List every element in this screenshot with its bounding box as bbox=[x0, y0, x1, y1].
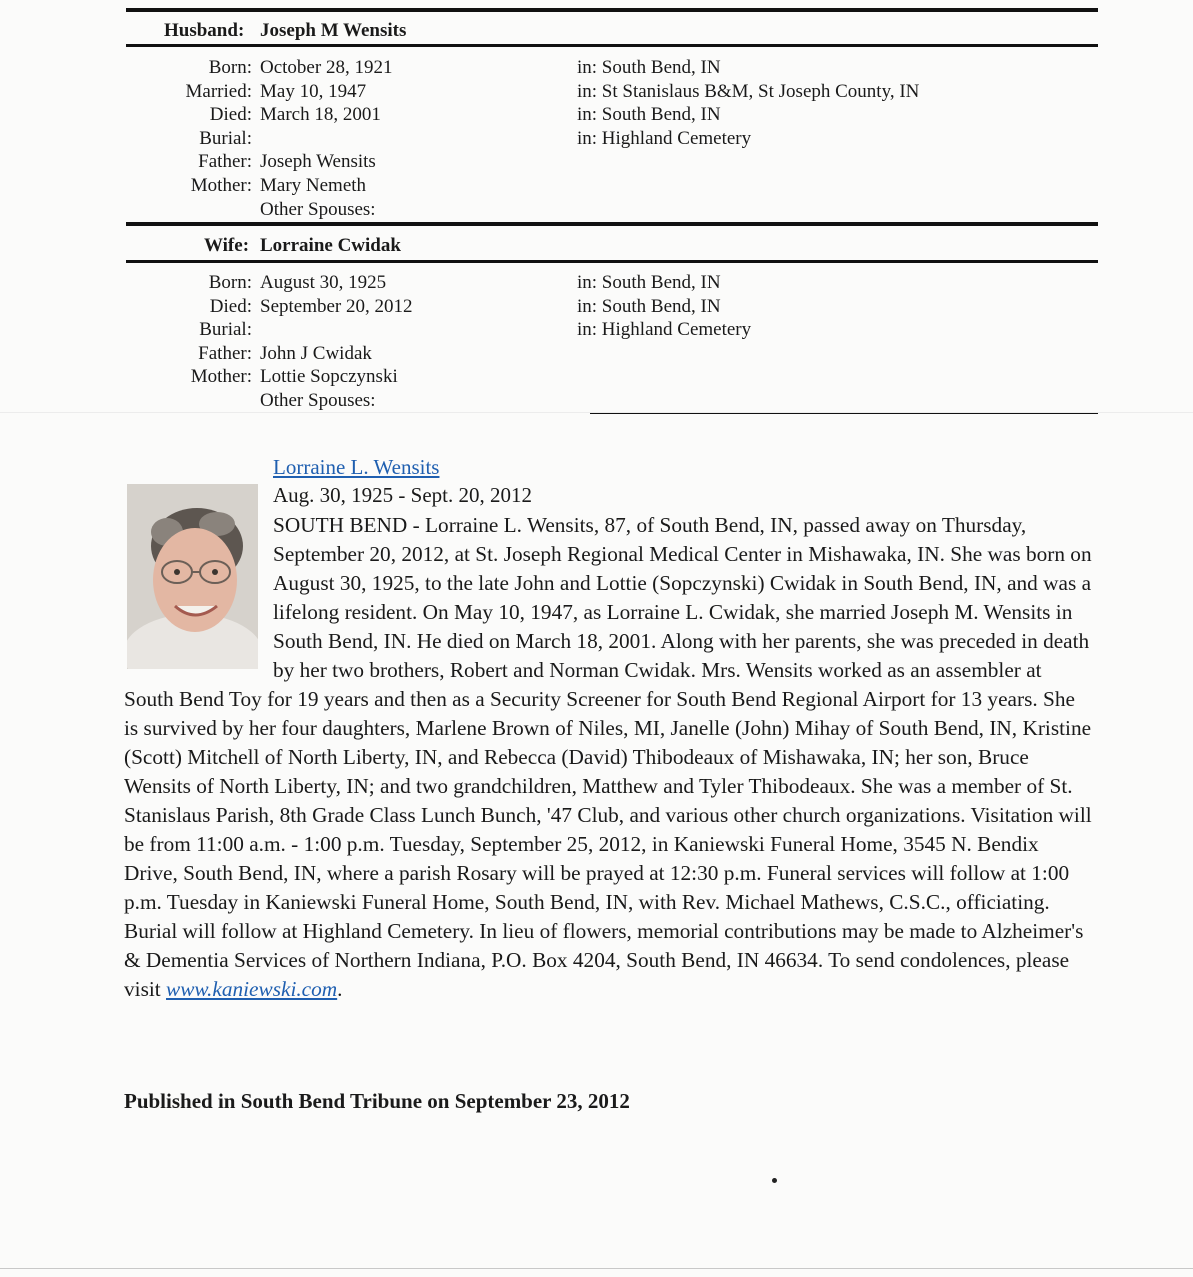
wife-fact-value: John J Cwidak bbox=[260, 343, 372, 364]
wife-fact-row bbox=[0, 342, 570, 366]
husband-fact-value: Mary Nemeth bbox=[260, 175, 367, 196]
husband-fact-label: Mother: bbox=[190, 175, 252, 196]
husband-fact-place: in: St Stanislaus B&M, St Joseph County, IN bbox=[577, 81, 920, 102]
wife-name: Lorraine Cwidak bbox=[260, 235, 401, 256]
husband-fact-place: in: South Bend, IN bbox=[577, 104, 721, 125]
husband-header-rule bbox=[126, 44, 1098, 47]
husband-fact-row bbox=[0, 103, 570, 127]
wife-fact-label: Born: bbox=[208, 272, 252, 293]
husband-fact-value: May 10, 1947 bbox=[260, 81, 367, 102]
wife-fact-label: Mother: bbox=[190, 366, 252, 387]
husband-header-label: Husband: bbox=[164, 20, 245, 41]
wife-fact-value: Other Spouses: bbox=[260, 390, 376, 411]
wife-header bbox=[0, 235, 1000, 259]
husband-fact-value: March 18, 2001 bbox=[260, 104, 381, 125]
obituary-name-link[interactable]: Lorraine L. Wensits bbox=[273, 455, 440, 479]
wife-fact-place: in: South Bend, IN bbox=[577, 296, 721, 317]
obituary-body bbox=[124, 511, 1094, 1004]
wife-fact-row bbox=[0, 271, 570, 295]
wife-header-label: Wife: bbox=[204, 235, 250, 256]
wife-fact-row bbox=[0, 365, 570, 389]
wife-fact-value: August 30, 1925 bbox=[260, 272, 387, 293]
husband-fact-value: Other Spouses: bbox=[260, 199, 376, 220]
obituary-text: SOUTH BEND - Lorraine L. Wensits, 87, of South Bend, IN, passed away on Thursday, September 20, 2012, at St. Joseph Regional Medical Center in Mishawaka, IN. She was born on August 30, 1925, to the late John and Lottie (Sopczynski) Cwidak in South Bend, IN, and was a lifelong resident. On May 10, 1947, as Lorraine L. Cwidak, she married Joseph M. Wensits in South Bend, IN. He died on March 18, 2001. Along with her parents, she was preceded in death by her two brothers, Robert and Norman Cwidak. Mrs. Wensits worked as an assembler at South Bend Toy for 19 years and then as a Security Screener for South Bend Regional Airport for 13 years. She is survived by her four daughters, Marlene Brown of Niles, MI, Janelle (John) Mihay of South Bend, IN, Kristine (Scott) Mitchell of North Liberty, IN, and Rebecca (David) Thibodeaux of Mishawaka, IN; her son, Bruce Wensits of North Liberty, IN; and two grandchildren, Matthew and Tyler Thibodeaux. She was a member of St. Stanislaus Parish, 8th Grade Class Lunch Bunch, '47 Club, and various other church organizations. Visitation will be from 11:00 a.m. - 1:00 p.m. Tuesday, September 25, 2012, in Kaniewski Funeral Home, 3545 N. Bendix Drive, South Bend, IN, where a parish Rosary will be prayed at 12:30 p.m. Funeral services will follow at 1:00 p.m. Tuesday in Kaniewski Funeral Home, South Bend, IN, with Rev. Michael Mathews, C.S.C., officiating. Burial will follow at Highland Cemetery. In lieu of flowers, memorial contributions may be made to Alzheimer's & Dementia Services of Northern Indiana, P.O. Box 4204, South Bend, IN 46634. To send condolences, please visit bbox=[124, 513, 1092, 1001]
husband-fact-place: in: South Bend, IN bbox=[577, 57, 721, 78]
husband-header bbox=[0, 20, 1000, 44]
husband-fact-place: in: Highland Cemetery bbox=[577, 128, 752, 149]
wife-fact-value: September 20, 2012 bbox=[260, 296, 413, 317]
husband-fact-label: Father: bbox=[198, 151, 252, 172]
husband-fact-row bbox=[0, 198, 570, 222]
wife-top-rule bbox=[126, 222, 1098, 226]
paper-fold-line bbox=[0, 412, 1193, 413]
wife-fact-label: Burial: bbox=[199, 319, 252, 340]
link-suffix: . bbox=[337, 977, 343, 1001]
page-bottom-edge bbox=[0, 1268, 1193, 1269]
wife-fact-label: Father: bbox=[198, 343, 252, 364]
husband-fact-row bbox=[0, 127, 570, 151]
wife-fact-row bbox=[0, 295, 570, 319]
top-rule bbox=[126, 8, 1098, 12]
wife-fact-label: Died: bbox=[209, 296, 252, 317]
paper-speck bbox=[772, 1178, 777, 1183]
condolences-link[interactable]: www.kaniewski.com bbox=[166, 977, 338, 1001]
wife-header-rule bbox=[126, 260, 1098, 263]
husband-name: Joseph M Wensits bbox=[260, 20, 407, 41]
obituary-dates: Aug. 30, 1925 - Sept. 20, 2012 bbox=[273, 483, 532, 507]
husband-fact-label: Died: bbox=[209, 104, 252, 125]
wife-fact-row bbox=[0, 318, 570, 342]
husband-fact-label: Burial: bbox=[199, 128, 252, 149]
husband-fact-row bbox=[0, 174, 570, 198]
wife-fact-place: in: Highland Cemetery bbox=[577, 319, 752, 340]
husband-fact-row bbox=[0, 56, 570, 80]
published-note: Published in South Bend Tribune on September 23, 2012 bbox=[124, 1089, 630, 1113]
husband-fact-label: Married: bbox=[185, 81, 252, 102]
wife-fact-place: in: South Bend, IN bbox=[577, 272, 721, 293]
wife-fact-row bbox=[0, 389, 570, 413]
photo-spacer bbox=[124, 511, 273, 685]
husband-fact-row bbox=[0, 80, 570, 104]
husband-fact-row bbox=[0, 150, 570, 174]
husband-fact-label: Born: bbox=[208, 57, 252, 78]
husband-fact-value: October 28, 1921 bbox=[260, 57, 393, 78]
husband-fact-value: Joseph Wensits bbox=[260, 151, 376, 172]
wife-fact-value: Lottie Sopczynski bbox=[260, 366, 398, 387]
